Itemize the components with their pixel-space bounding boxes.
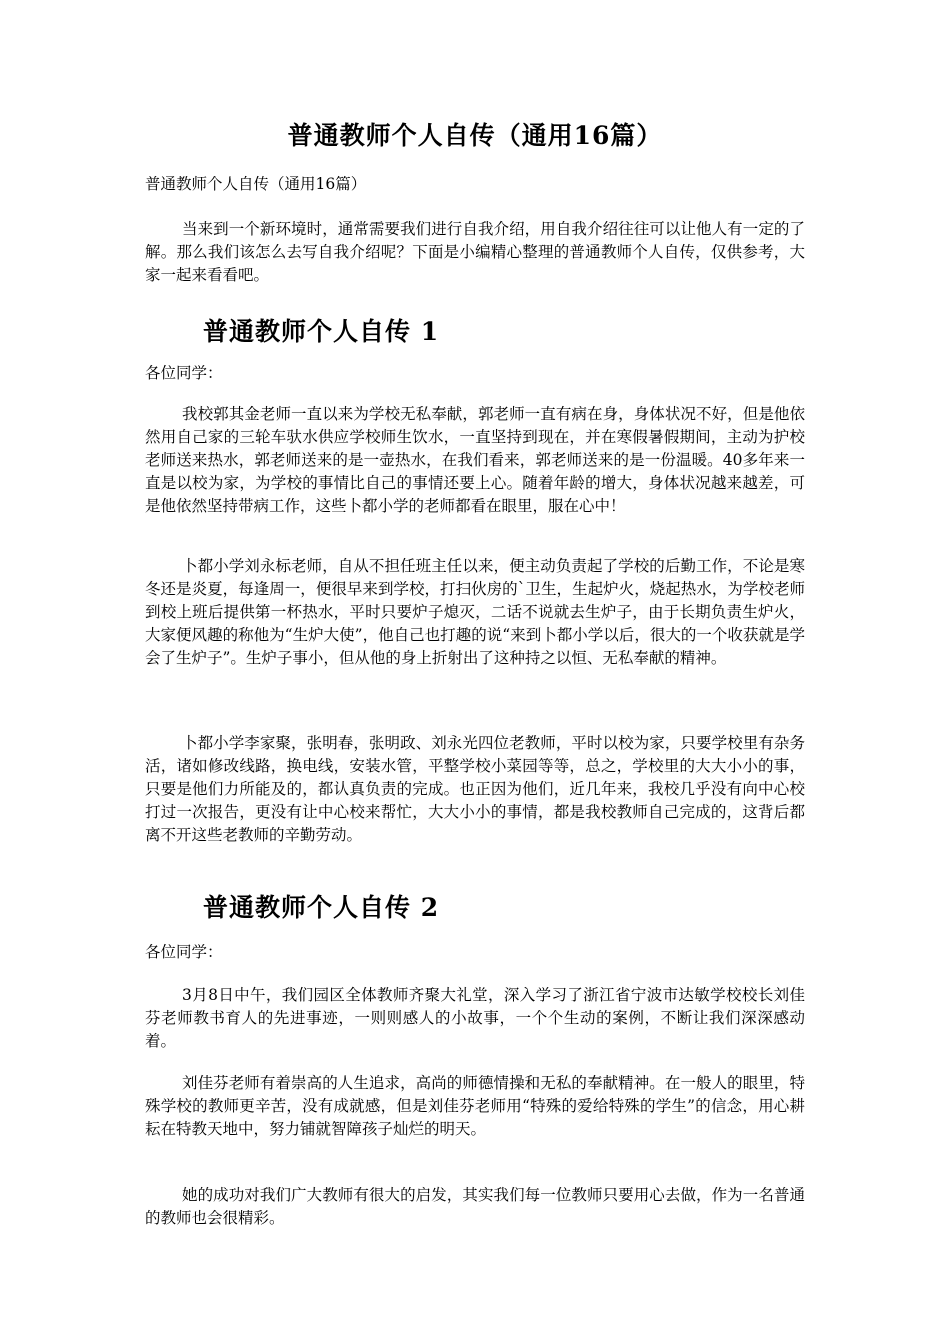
intro-paragraph: 当来到一个新环境时，通常需要我们进行自我介绍，用自我介绍往往可以让他人有一定的了解。那么我们该怎么去写自我介绍呢？下面是小编精心整理的普通教师个人自传，仅供参考，大家一起来看看吧。 (145, 220, 805, 284)
section-2-paragraph-3: 她的成功对我们广大教师有很大的启发，其实我们每一位教师只要用心去做，作为一名普通的教师也会很精彩。 (145, 1186, 805, 1227)
section-1-salutation: 各位同学： (145, 364, 223, 382)
section-1-paragraph-2: 卜都小学刘永标老师，自从不担任班主任以来，便主动负责起了学校的后勤工作，不论是寒冬还是炎夏，每逢周一，便很早来到学校，打扫伙房的`卫生，生起炉火，烧起热水，为学校老师到校上班后提供第一杯热水，平时只要炉子熄灭，二话不说就去生炉子，由于长期负责生炉火，大家便风趣的称他为“生炉大使”，他自己也打趣的说“来到卜都小学以后，很大的一个收获就是学会了生炉子”。生炉子事小，但从他的身上折射出了这种持之以恒、无私奉献的精神。 (145, 557, 805, 667)
document-subtitle: 普通教师个人自传（通用16篇） (145, 175, 367, 193)
document-title: 普通教师个人自传（通用16篇） (287, 121, 663, 150)
section-2-heading: 普通教师个人自传 2 (203, 893, 440, 922)
section-2-paragraph-1: 3月8日中午，我们园区全体教师齐聚大礼堂，深入学习了浙江省宁波市达敏学校校长刘佳芬老师教书育人的先进事迹，一则则感人的小故事，一个个生动的案例，不断让我们深深感动着。 (145, 986, 805, 1050)
section-1-heading: 普通教师个人自传 1 (203, 317, 440, 346)
section-2-salutation: 各位同学： (145, 943, 223, 961)
section-1-paragraph-1: 我校郭其金老师一直以来为学校无私奉献，郭老师一直有病在身，身体状况不好，但是他依然用自己家的三轮车驮水供应学校师生饮水，一直坚持到现在，并在寒假暑假期间，主动为护校老师送来热水，郭老师送来的是一壶热水，在我们看来，郭老师送来的是一份温暖。40多年来一直是以校为家，为学校的事情比自己的事情还要上心。随着年龄的增大，身体状况越来越差，可是他依然坚持带病工作，这些卜都小学的老师都看在眼里，服在心中！ (145, 405, 805, 515)
section-2-paragraph-2: 刘佳芬老师有着崇高的人生追求，高尚的师德情操和无私的奉献精神。在一般人的眼里，特殊学校的教师更辛苦，没有成就感，但是刘佳芬老师用“特殊的爱给特殊的学生”的信念，用心耕耘在特教天地中，努力铺就智障孩子灿烂的明天。 (145, 1074, 805, 1138)
section-1-paragraph-3: 卜都小学李家聚，张明春，张明政、刘永光四位老教师，平时以校为家，只要学校里有杂务活，诸如修改线路，换电线，安装水管，平整学校小菜园等等，总之，学校里的大大小小的事，只要是他们力所能及的，都认真负责的完成。也正因为他们，近几年来，我校几乎没有向中心校打过一次报告，更没有让中心校来帮忙，大大小小的事情，都是我校教师自己完成的，这背后都离不开这些老教师的辛勤劳动。 (145, 734, 805, 844)
